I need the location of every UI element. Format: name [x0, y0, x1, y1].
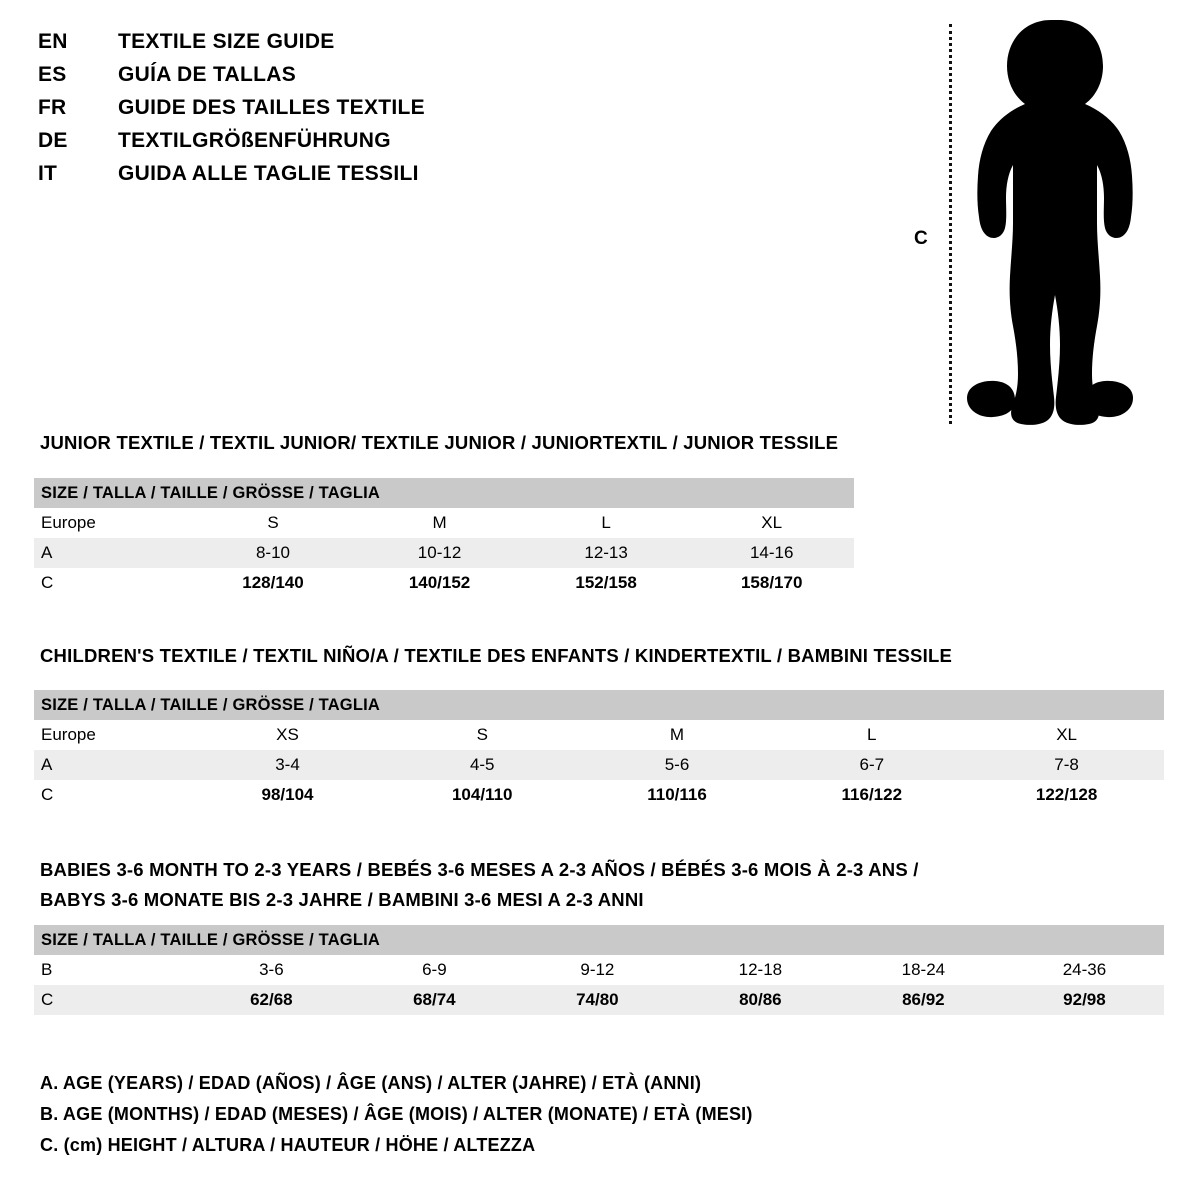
cell-c-xs: 98/104 [190, 780, 385, 810]
language-row-fr [38, 96, 598, 129]
footnote-b: B. AGE (MONTHS) / EDAD (MESES) / ÂGE (MOIS) / ALTER (MONATE) / ETÀ (MESI) [40, 1104, 753, 1124]
cell-b-5: 18-24 [842, 955, 1005, 985]
babies-size-table [34, 925, 1164, 1015]
cell-b-4: 12-18 [679, 955, 842, 985]
row-label-c: C [34, 568, 190, 598]
col-header-m: M [356, 508, 523, 538]
language-text-en: TEXTILE SIZE GUIDE [118, 30, 335, 53]
cell-a-l: 12-13 [523, 538, 690, 568]
row-label-a: A [34, 538, 190, 568]
footnotes [40, 1068, 1040, 1161]
table-row [34, 538, 854, 568]
junior-size-table [34, 478, 854, 598]
cell-c-xl: 158/170 [689, 568, 854, 598]
cell-a-s: 8-10 [190, 538, 357, 568]
language-code-fr: FR [38, 96, 67, 119]
children-size-table [34, 690, 1164, 810]
row-label-c: C [34, 780, 190, 810]
section-title-babies [40, 855, 919, 915]
language-text-fr: GUIDE DES TAILLES TEXTILE [118, 96, 425, 119]
language-text-it: GUIDA ALLE TAGLIE TESSILI [118, 162, 419, 185]
cell-c-2: 68/74 [353, 985, 516, 1015]
cell-c-4: 80/86 [679, 985, 842, 1015]
measure-dashed-line [949, 24, 952, 424]
col-header-l: L [523, 508, 690, 538]
language-code-it: IT [38, 162, 58, 185]
cell-c-s: 128/140 [190, 568, 357, 598]
section-title-children: CHILDREN'S TEXTILE / TEXTIL NIÑO/A / TEXTILE DES ENFANTS / KINDERTEXTIL / BAMBINI TESSILE [40, 645, 952, 666]
language-header [38, 30, 598, 195]
language-row-de [38, 129, 598, 162]
language-code-es: ES [38, 63, 67, 86]
cell-a-l: 6-7 [774, 750, 969, 780]
language-row-it [38, 162, 598, 195]
cell-a-xl: 7-8 [969, 750, 1164, 780]
cell-c-6: 92/98 [1005, 985, 1164, 1015]
cell-a-m: 10-12 [356, 538, 523, 568]
col-header-europe: Europe [34, 508, 190, 538]
footnote-c: C. (cm) HEIGHT / ALTURA / HAUTEUR / HÖHE / ALTEZZA [40, 1135, 536, 1155]
col-header-s: S [385, 720, 580, 750]
language-code-en: EN [38, 30, 68, 53]
table-header-row [34, 508, 854, 538]
cell-b-2: 6-9 [353, 955, 516, 985]
table-row [34, 955, 1164, 985]
section-title-babies-line1: BABIES 3-6 MONTH TO 2-3 YEARS / BEBÉS 3-6 MESES A 2-3 AÑOS / BÉBÉS 3-6 MOIS À 2-3 ANS / [40, 859, 919, 880]
table-header-row [34, 720, 1164, 750]
table-banner-row [34, 478, 854, 508]
cell-c-xl: 122/128 [969, 780, 1164, 810]
child-silhouette-icon [955, 18, 1145, 428]
cell-c-l: 116/122 [774, 780, 969, 810]
cell-a-xs: 3-4 [190, 750, 385, 780]
col-header-l: L [774, 720, 969, 750]
cell-b-3: 9-12 [516, 955, 679, 985]
language-text-de: TEXTILGRÖßENFÜHRUNG [118, 129, 391, 152]
cell-b-1: 3-6 [190, 955, 353, 985]
col-header-xl: XL [689, 508, 854, 538]
footnote-a: A. AGE (YEARS) / EDAD (AÑOS) / ÂGE (ANS) / ALTER (JAHRE) / ETÀ (ANNI) [40, 1073, 702, 1093]
table-banner-row [34, 925, 1164, 955]
table-banner-row [34, 690, 1164, 720]
language-row-es [38, 63, 598, 96]
table-row [34, 985, 1164, 1015]
cell-a-xl: 14-16 [689, 538, 854, 568]
row-label-c: C [34, 985, 190, 1015]
language-code-de: DE [38, 129, 68, 152]
measure-label-c: C [914, 228, 928, 249]
cell-b-6: 24-36 [1005, 955, 1164, 985]
col-header-s: S [190, 508, 357, 538]
cell-a-s: 4-5 [385, 750, 580, 780]
row-label-a: A [34, 750, 190, 780]
table-row [34, 750, 1164, 780]
cell-c-m: 110/116 [580, 780, 775, 810]
cell-c-s: 104/110 [385, 780, 580, 810]
col-header-xl: XL [969, 720, 1164, 750]
cell-c-5: 86/92 [842, 985, 1005, 1015]
section-title-junior: JUNIOR TEXTILE / TEXTIL JUNIOR/ TEXTILE JUNIOR / JUNIORTEXTIL / JUNIOR TESSILE [40, 432, 839, 453]
section-title-babies-line2: BABYS 3-6 MONATE BIS 2-3 JAHRE / BAMBINI 3-6 MESI A 2-3 ANNI [40, 889, 644, 910]
banner-label: SIZE / TALLA / TAILLE / GRÖSSE / TAGLIA [34, 478, 854, 508]
cell-c-3: 74/80 [516, 985, 679, 1015]
cell-c-m: 140/152 [356, 568, 523, 598]
col-header-europe: Europe [34, 720, 190, 750]
row-label-b: B [34, 955, 190, 985]
cell-c-1: 62/68 [190, 985, 353, 1015]
banner-label: SIZE / TALLA / TAILLE / GRÖSSE / TAGLIA [34, 925, 1164, 955]
table-row [34, 568, 854, 598]
banner-label: SIZE / TALLA / TAILLE / GRÖSSE / TAGLIA [34, 690, 1164, 720]
cell-c-l: 152/158 [523, 568, 690, 598]
table-row [34, 780, 1164, 810]
cell-a-m: 5-6 [580, 750, 775, 780]
col-header-xs: XS [190, 720, 385, 750]
language-row-en [38, 30, 598, 63]
height-measure-figure [900, 10, 1150, 430]
col-header-m: M [580, 720, 775, 750]
language-text-es: GUÍA DE TALLAS [118, 63, 297, 86]
